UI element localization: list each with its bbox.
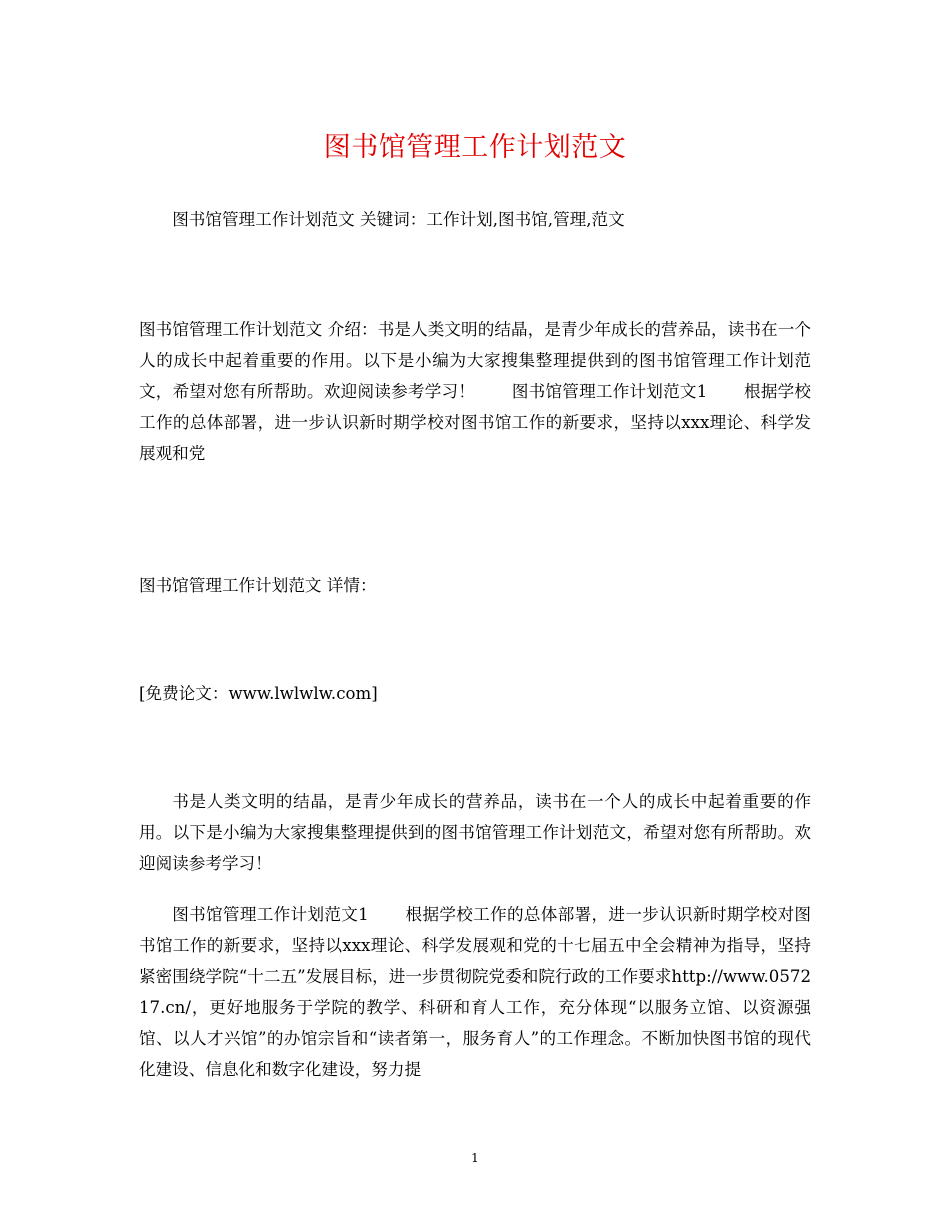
intro-text: 图书馆管理工作计划范文 介绍：书是人类文明的结晶，是青少年成长的营养品，读书在一个人的成长中起着重要的作用。以下是小编为大家搜集整理提供到的图书馆管理工作计划范文，希望对您有所帮助。欢迎阅读参考学习！ (139, 320, 811, 401)
body-paragraph-1: 书是人类文明的结晶，是青少年成长的营养品，读书在一个人的成长中起着重要的作用。以下是小编为大家搜集整理提供到的图书馆管理工作计划范文，希望对您有所帮助。欢迎阅读参考学习！ (139, 792, 811, 873)
body-paragraph-2 (139, 899, 811, 1085)
intro-paragraph (139, 314, 811, 469)
document-title: 图书馆管理工作计划范文 (323, 132, 627, 163)
details-label: 图书馆管理工作计划范文 详情： (139, 576, 377, 595)
page-number: 1 (471, 1151, 479, 1165)
keywords-line: 图书馆管理工作计划范文 关键词：工作计划,图书馆,管理,范文 (172, 210, 625, 229)
source-note: [免费论文：www.lwlwlw.com] (139, 684, 378, 703)
intro-plan-text: 根据学校工作的总体部署，进一步认识新时期学校对图书馆工作的新要求，坚持以xxx理论、科学发展观和党 (139, 382, 812, 463)
intro-plan-heading: 图书馆管理工作计划范文1 (511, 382, 708, 401)
plan-text: 根据学校工作的总体部署，进一步认识新时期学校对图书馆工作的新要求，坚持以xxx理论、科学发展观和党的十七届五中全会精神为指导，坚持紧密围绕学院“十二五”发展目标，进一步贯彻院党委和院行政的工作要求http://www.057217.cn/，更好地服务于学院的教学、科研和育人工作，充分体现“以服务立馆、以资源强馆、以人才兴馆”的办馆宗旨和“读者第一，服务育人”的工作理念。不断加快图书馆的现代化建设、信息化和数字化建设，努力提 (139, 905, 811, 1079)
plan-heading: 图书馆管理工作计划范文1 (172, 905, 369, 924)
